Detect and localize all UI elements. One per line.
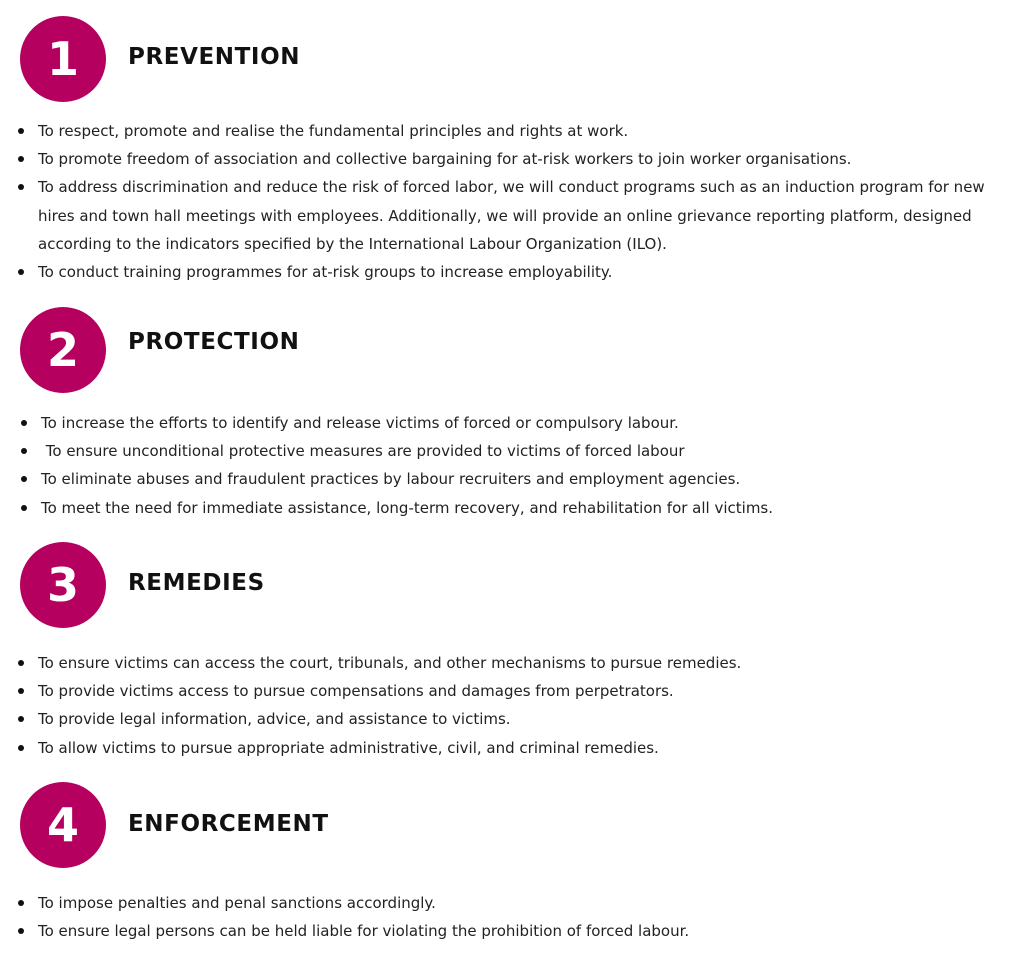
list-item: To eliminate abuses and fraudulent practices by labour recruiters and employment agencies. (41, 465, 773, 493)
section-heading-enforcement: ENFORCEMENT (128, 811, 329, 837)
list-item: To impose penalties and penal sanctions accordingly. (38, 889, 689, 917)
list-item: To meet the need for immediate assistance, long-term recovery, and rehabilitation for all victims. (41, 494, 773, 522)
section-heading-prevention: PREVENTION (128, 44, 301, 70)
enforcement-list (38, 889, 689, 945)
section-number-badge-remedies: 3 (20, 542, 106, 628)
list-item: To respect, promote and realise the fundamental principles and rights at work. (38, 117, 1013, 145)
list-item: To increase the efforts to identify and release victims of forced or compulsory labour. (41, 409, 773, 437)
list-item: To ensure victims can access the court, tribunals, and other mechanisms to pursue remedies. (38, 649, 741, 677)
list-item: To provide victims access to pursue compensations and damages from perpetrators. (38, 677, 741, 705)
section-number-badge-enforcement: 4 (20, 782, 106, 868)
list-item: To provide legal information, advice, and assistance to victims. (38, 705, 741, 733)
prevention-list (38, 117, 1013, 286)
section-heading-protection: PROTECTION (128, 329, 300, 355)
remedies-list (38, 649, 741, 762)
list-item: To ensure unconditional protective measures are provided to victims of forced labour (41, 437, 773, 465)
list-item: To promote freedom of association and collective bargaining for at-risk workers to join worker organisations. (38, 145, 1013, 173)
list-item: To conduct training programmes for at-risk groups to increase employability. (38, 258, 1013, 286)
list-item: To address discrimination and reduce the risk of forced labor, we will conduct programs such as an induction program for new hires and town hall meetings with employees. Additionally, we will provide an online grievance reporting platform, designed according to the indicators specified by the International Labour Organization (ILO). (38, 173, 1013, 258)
list-item: To allow victims to pursue appropriate administrative, civil, and criminal remedies. (38, 734, 741, 762)
list-item: To ensure legal persons can be held liable for violating the prohibition of forced labour. (38, 917, 689, 945)
section-heading-remedies: REMEDIES (128, 570, 265, 596)
section-number-badge-prevention: 1 (20, 16, 106, 102)
protection-list (41, 409, 773, 522)
section-number-badge-protection: 2 (20, 307, 106, 393)
